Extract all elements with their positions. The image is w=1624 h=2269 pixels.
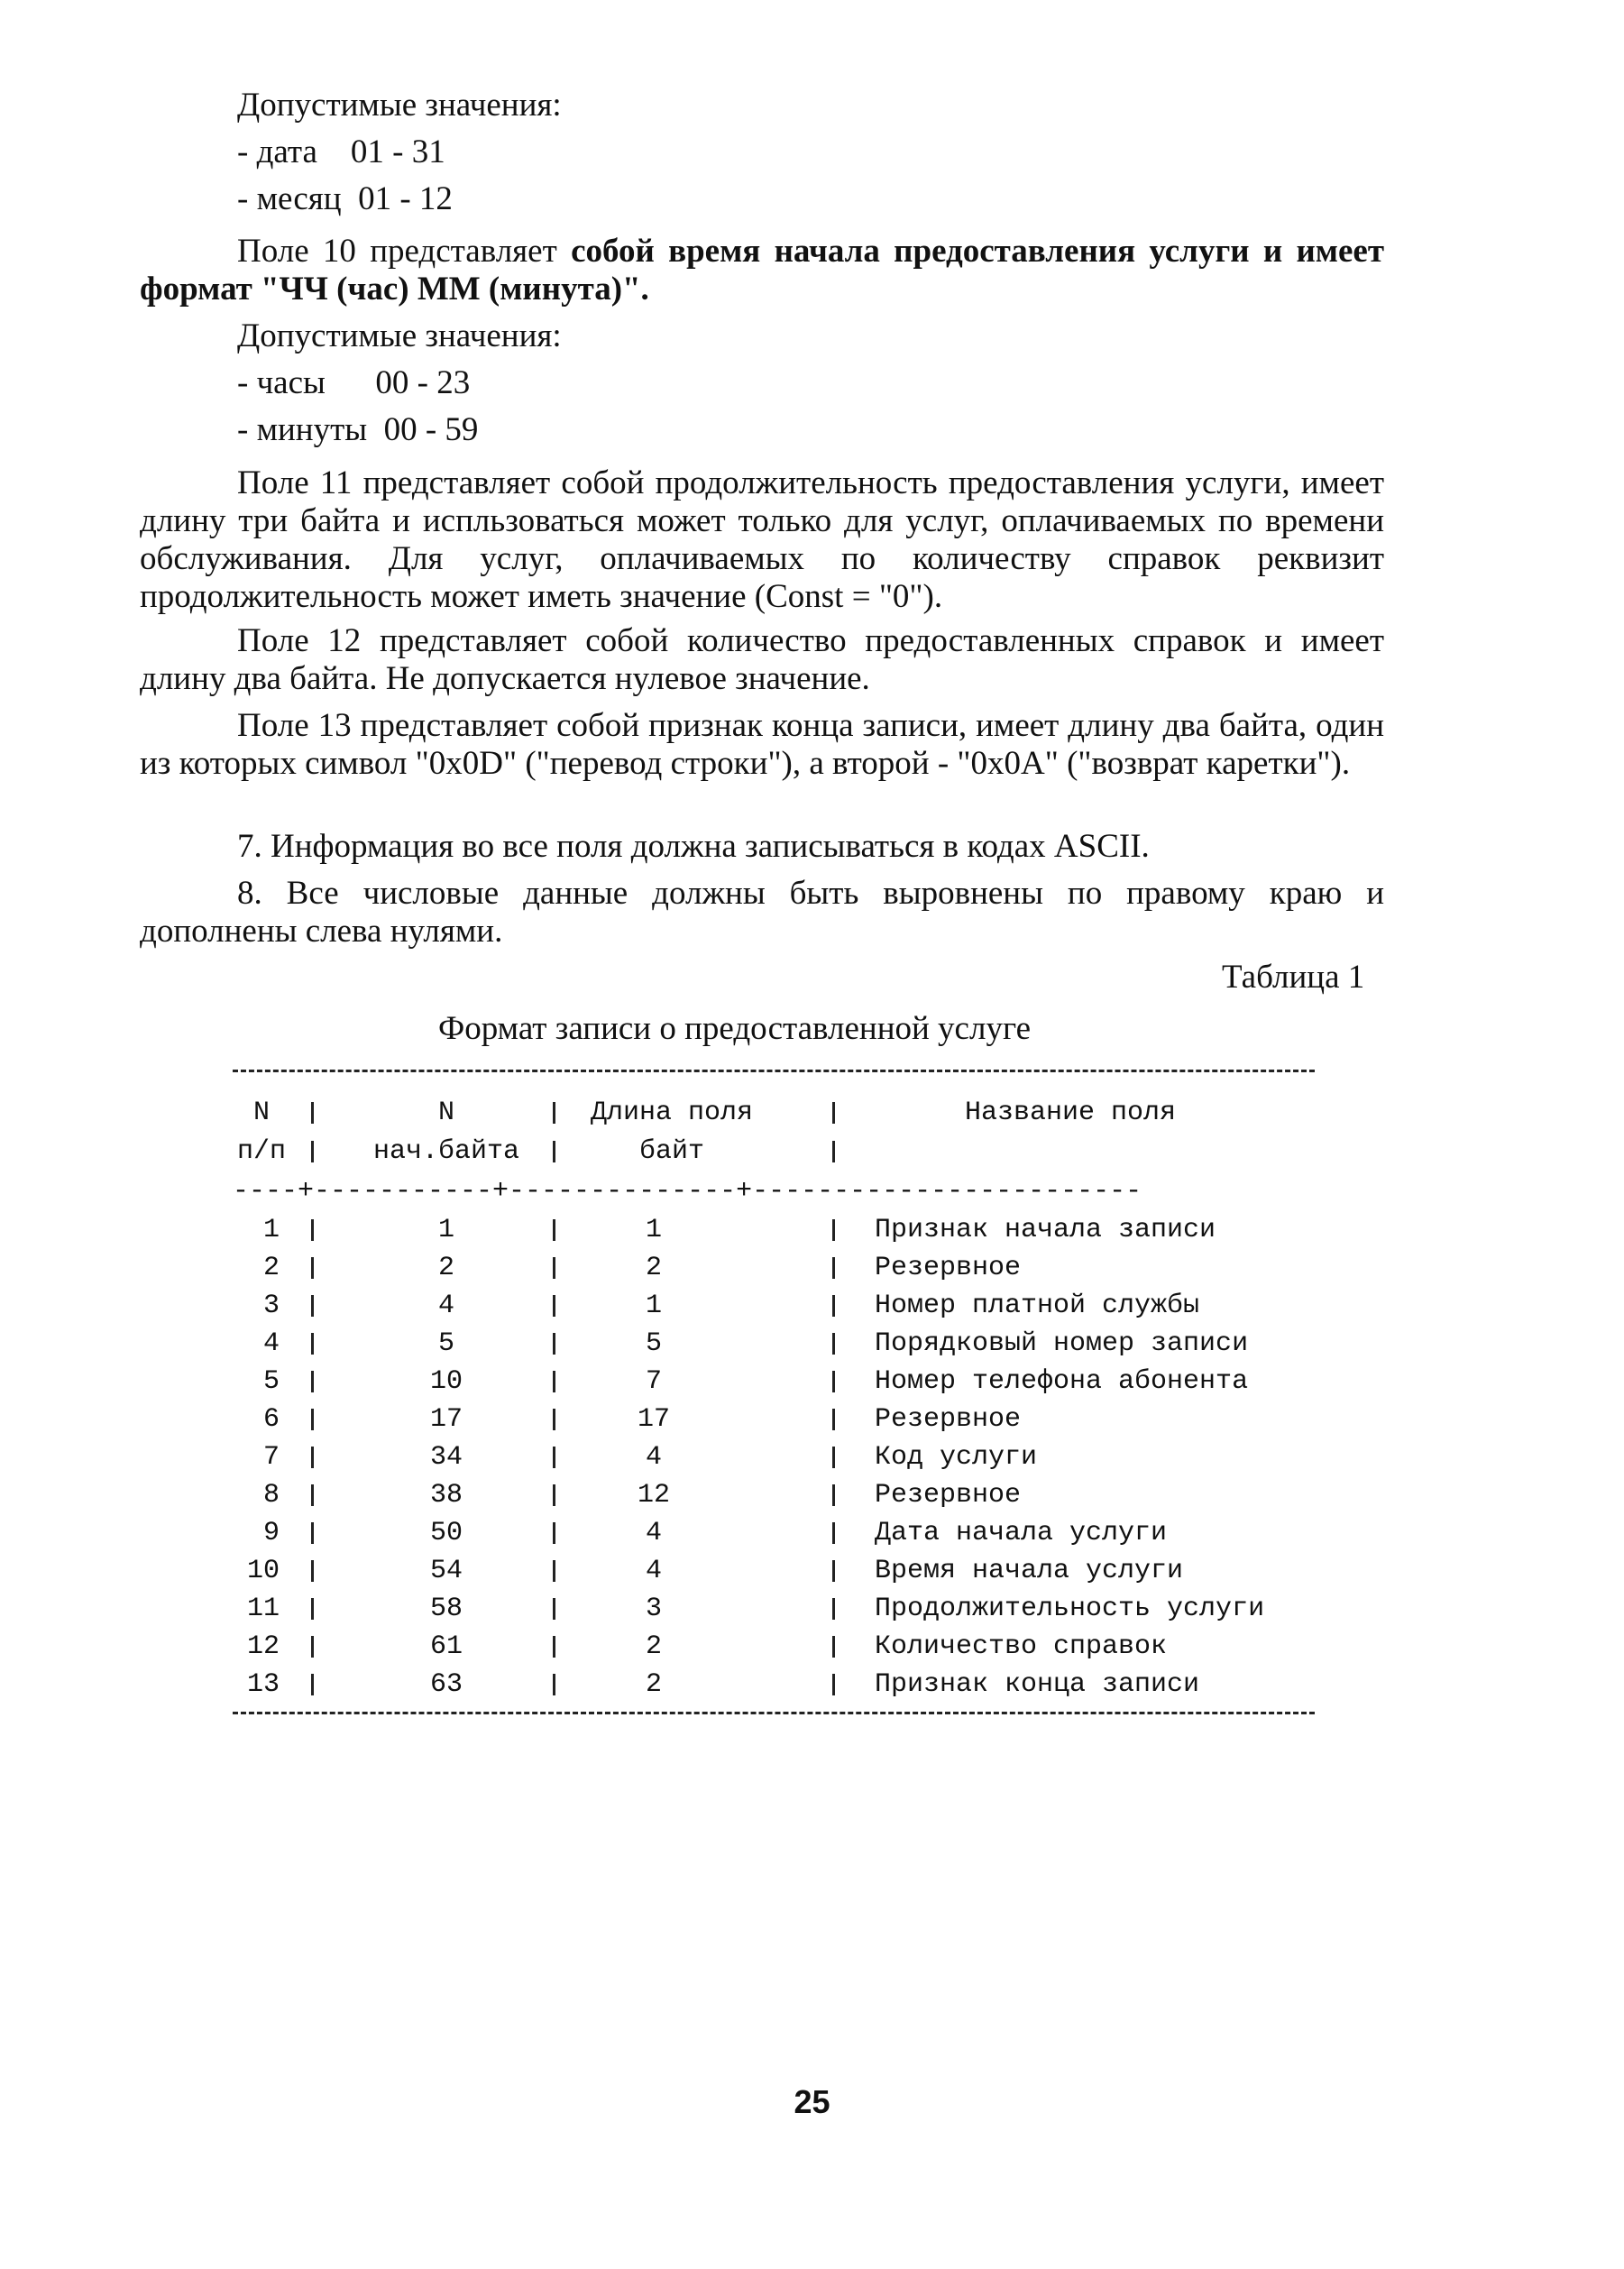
field-name-cell: Количество справок — [875, 1631, 1168, 1662]
column-separator — [553, 1371, 555, 1392]
column-separator — [311, 1522, 314, 1544]
column-separator — [832, 1636, 835, 1658]
field13-paragraph: Поле 13 представляет собой признак конца записи, имеет длину два байта, один из которых символ "0x0D" ("перевод строки"), а второй - "0x0A" ("возврат каретки"). — [140, 707, 1384, 782]
column-separator — [553, 1522, 555, 1544]
field-name-cell: Код услуги — [875, 1442, 1038, 1473]
column-separator — [311, 1295, 314, 1317]
row-number-cell: 1 — [262, 1215, 280, 1245]
field-length-cell: 12 — [637, 1480, 670, 1511]
field-name-cell: Время начала услуги — [875, 1556, 1184, 1586]
field11-paragraph: Поле 11 представляет собой продолжительность предоставления услуги, имеет длину три байта и испльзоваться может только для услуг, оплачиваемых по времени обслуживания. Для услуг, оплачиваемых по количеству справок реквизит продолжительность может иметь значение (Const = "0"). — [140, 464, 1384, 615]
field-name-cell: Номер платной службы — [875, 1291, 1200, 1321]
column-separator — [311, 1636, 314, 1658]
allowed-values-heading-2: Допустимые значения: — [237, 317, 562, 354]
column-separator — [311, 1447, 314, 1468]
column-separator — [832, 1333, 835, 1355]
column-separator — [832, 1447, 835, 1468]
column-separator — [311, 1560, 314, 1582]
header-separator — [832, 1141, 835, 1162]
column-separator — [311, 1484, 314, 1506]
start-byte-cell: 50 — [429, 1518, 463, 1548]
column-separator — [832, 1598, 835, 1620]
start-byte-cell: 58 — [429, 1594, 463, 1624]
field12-paragraph: Поле 12 представляет собой количество предоставленных справок и имеет длину два байта. Не допускается нулевое значение. — [140, 622, 1384, 697]
field10-text: Поле 10 представляет — [237, 233, 572, 270]
field10-paragraph — [140, 233, 1384, 308]
start-byte-cell: 54 — [429, 1556, 463, 1586]
field-length-cell: 17 — [637, 1404, 670, 1435]
column-separator — [553, 1560, 555, 1582]
field-name-cell: Номер телефона абонента — [875, 1366, 1249, 1397]
field-length-cell: 5 — [645, 1328, 662, 1359]
row-number-cell: 4 — [262, 1328, 280, 1359]
table-caption: Формат записи о предоставленной услуге — [438, 1010, 1032, 1047]
header-divider-rule: ----+-----------+--------------+------------------------ — [233, 1176, 1142, 1207]
column-separator — [553, 1447, 555, 1468]
column-separator — [832, 1371, 835, 1392]
column-separator — [832, 1522, 835, 1544]
allowed-values-heading-1: Допустимые значения: — [237, 87, 562, 124]
header-col3-line2: байт — [638, 1136, 704, 1167]
item-8-paragraph: 8. Все числовые данные должны быть выровнены по правому краю и дополнены слева нулями. — [140, 875, 1384, 950]
column-separator — [553, 1333, 555, 1355]
field-length-cell: 1 — [645, 1291, 662, 1321]
header-col2-line1: N — [437, 1098, 454, 1128]
column-separator — [553, 1257, 555, 1279]
column-separator — [311, 1257, 314, 1279]
column-separator — [832, 1295, 835, 1317]
row-number-cell: 8 — [262, 1480, 280, 1511]
column-separator — [553, 1219, 555, 1241]
row-number-cell: 7 — [262, 1442, 280, 1473]
column-separator — [832, 1257, 835, 1279]
field-name-cell: Признак начала записи — [875, 1215, 1216, 1245]
start-byte-cell: 17 — [429, 1404, 463, 1435]
date-range-line: - дата 01 - 31 — [237, 133, 445, 170]
start-byte-cell: 10 — [429, 1366, 463, 1397]
column-separator — [832, 1409, 835, 1430]
column-separator — [553, 1484, 555, 1506]
header-separator — [553, 1102, 555, 1124]
header-col4: Название поля — [965, 1098, 1177, 1128]
column-separator — [553, 1636, 555, 1658]
field-name-cell: Резервное — [875, 1253, 1022, 1283]
row-number-cell: 6 — [262, 1404, 280, 1435]
column-separator — [553, 1409, 555, 1430]
row-number-cell: 3 — [262, 1291, 280, 1321]
table-label: Таблица 1 — [1222, 959, 1365, 996]
field10-bold-text: собой время начала предоставления услуги и имеет формат "ЧЧ (час) ММ (минута)". — [140, 233, 1384, 308]
row-number-cell: 11 — [246, 1594, 280, 1624]
field-length-cell: 4 — [645, 1442, 662, 1473]
header-separator — [311, 1141, 314, 1162]
field-length-cell: 4 — [645, 1518, 662, 1548]
header-separator — [553, 1141, 555, 1162]
field-name-cell: Резервное — [875, 1480, 1022, 1511]
column-separator — [832, 1219, 835, 1241]
start-byte-cell: 61 — [429, 1631, 463, 1662]
row-number-cell: 13 — [246, 1669, 280, 1700]
field-name-cell: Признак конца записи — [875, 1669, 1200, 1700]
field-name-cell: Дата начала услуги — [875, 1518, 1168, 1548]
column-separator — [832, 1674, 835, 1695]
column-separator — [832, 1484, 835, 1506]
header-col3-line1: Длина поля — [590, 1098, 754, 1128]
start-byte-cell: 38 — [429, 1480, 463, 1511]
hours-range-line: - часы 00 - 23 — [237, 364, 471, 401]
table-bottom-rule — [233, 1712, 1315, 1714]
field-name-cell: Порядковый номер записи — [875, 1328, 1249, 1359]
header-col2-line2: нач.байта — [372, 1136, 520, 1167]
row-number-cell: 9 — [262, 1518, 280, 1548]
start-byte-cell: 34 — [429, 1442, 463, 1473]
row-number-cell: 12 — [246, 1631, 280, 1662]
field-name-cell: Продолжительность услуги — [875, 1594, 1265, 1624]
header-col1-line1: N — [252, 1098, 270, 1128]
start-byte-cell: 5 — [437, 1328, 454, 1359]
start-byte-cell: 1 — [437, 1215, 454, 1245]
item-7-paragraph: 7. Информация во все поля должна записываться в кодах ASCII. — [237, 828, 1150, 865]
column-separator — [553, 1295, 555, 1317]
column-separator — [311, 1333, 314, 1355]
table-top-rule — [233, 1070, 1315, 1072]
column-separator — [311, 1409, 314, 1430]
column-separator — [311, 1371, 314, 1392]
column-separator — [311, 1674, 314, 1695]
start-byte-cell: 63 — [429, 1669, 463, 1700]
column-separator — [311, 1219, 314, 1241]
row-number-cell: 2 — [262, 1253, 280, 1283]
field-length-cell: 4 — [645, 1556, 662, 1586]
field-length-cell: 2 — [645, 1669, 662, 1700]
column-separator — [832, 1560, 835, 1582]
field-length-cell: 7 — [645, 1366, 662, 1397]
row-number-cell: 10 — [246, 1556, 280, 1586]
page-number: 25 — [794, 2083, 830, 2120]
column-separator — [311, 1598, 314, 1620]
field-length-cell: 2 — [645, 1253, 662, 1283]
field-name-cell: Резервное — [875, 1404, 1022, 1435]
column-separator — [553, 1674, 555, 1695]
start-byte-cell: 4 — [437, 1291, 454, 1321]
header-separator — [832, 1102, 835, 1124]
header-col1-line2: п/п — [236, 1136, 286, 1167]
field-length-cell: 3 — [645, 1594, 662, 1624]
header-separator — [311, 1102, 314, 1124]
column-separator — [553, 1598, 555, 1620]
field-length-cell: 2 — [645, 1631, 662, 1662]
month-range-line: - месяц 01 - 12 — [237, 180, 453, 217]
field-length-cell: 1 — [645, 1215, 662, 1245]
start-byte-cell: 2 — [437, 1253, 454, 1283]
row-number-cell: 5 — [262, 1366, 280, 1397]
minutes-range-line: - минуты 00 - 59 — [237, 411, 479, 448]
